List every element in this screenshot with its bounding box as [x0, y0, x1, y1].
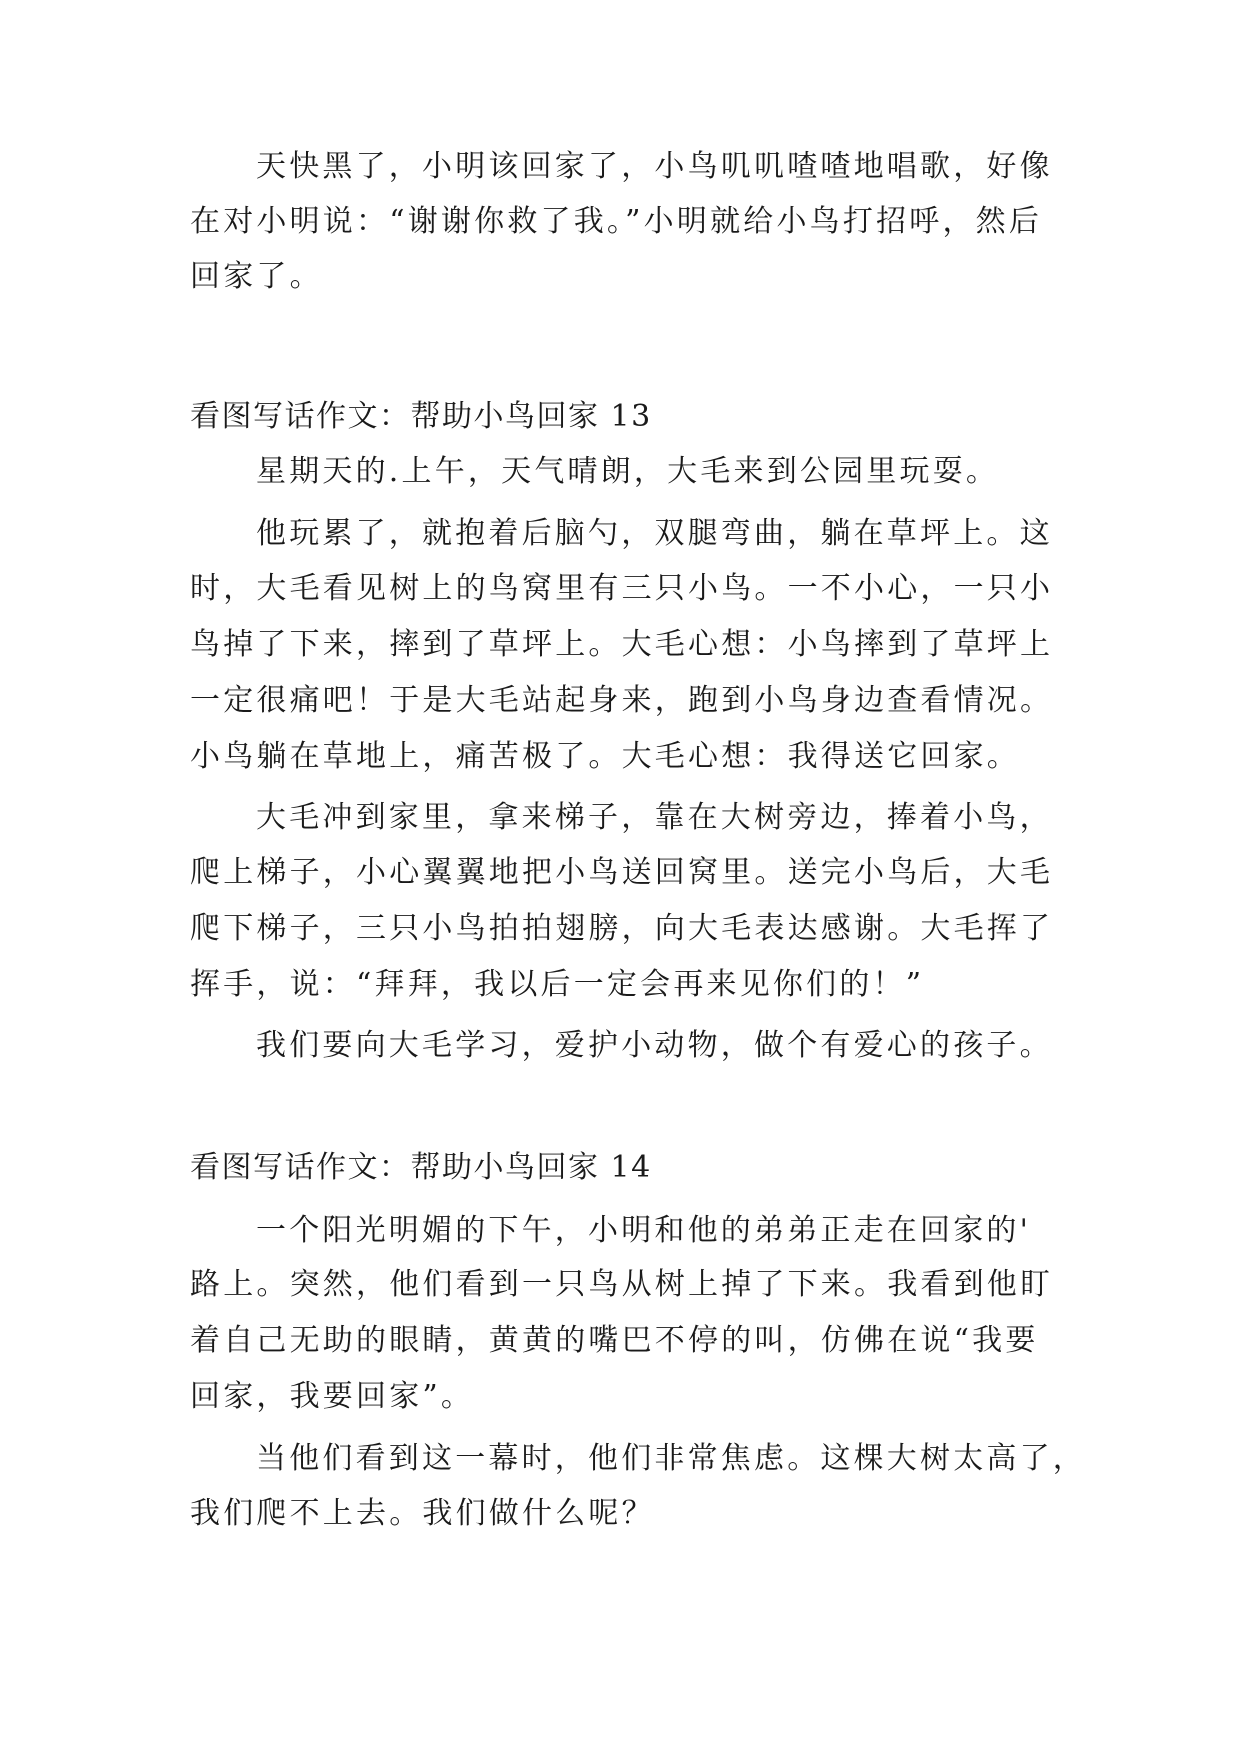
paragraph-line: 爬上梯子，小心翼翼地把小鸟送回窝里。送完小鸟后，大毛 — [190, 855, 1054, 890]
paragraph-line: 着自己无助的眼睛，黄黄的嘴巴不停的叫，仿佛在说“我要 — [190, 1323, 1039, 1358]
section-heading-14: 看图写话作文：帮助小鸟回家 14 — [190, 1150, 652, 1185]
paragraph-line: 爬下梯子，三只小鸟拍拍翅膀，向大毛表达感谢。大毛挥了 — [190, 911, 1054, 946]
paragraph-line: 在对小明说：“谢谢你救了我。”小明就给小鸟打招呼，然后 — [190, 204, 1043, 239]
paragraph-line: 一定很痛吧！于是大毛站起身来，跑到小鸟身边查看情况。 — [190, 683, 1054, 718]
paragraph-line: 鸟掉了下来，摔到了草坪上。大毛心想：小鸟摔到了草坪上 — [190, 627, 1054, 662]
paragraph-line: 天快黑了，小明该回家了，小鸟叽叽喳喳地唱歌，好像 — [256, 149, 1053, 184]
paragraph-line: 星期天的.上午，天气晴朗，大毛来到公园里玩耍。 — [256, 454, 1000, 489]
paragraph-line: 他玩累了，就抱着后脑勺，双腿弯曲，躺在草坪上。这 — [256, 516, 1053, 551]
paragraph-line: 一个阳光明媚的下午，小明和他的弟弟正走在回家的' — [256, 1213, 1032, 1248]
paragraph-line: 我们要向大毛学习，爱护小动物，做个有爱心的孩子。 — [256, 1028, 1053, 1063]
paragraph-line: 回家，我要回家”。 — [190, 1379, 475, 1414]
paragraph-line: 路上。突然，他们看到一只鸟从树上掉了下来。我看到他盯 — [190, 1267, 1054, 1302]
paragraph-line: 挥手，说：“拜拜，我以后一定会再来见你们的！” — [190, 967, 925, 1002]
paragraph-line: 回家了。 — [190, 259, 323, 294]
paragraph-line: 我们爬不上去。我们做什么呢？ — [190, 1496, 655, 1531]
paragraph-line: 当他们看到这一幕时，他们非常焦虑。这棵大树太高了， — [256, 1441, 1086, 1476]
section-heading-13: 看图写话作文：帮助小鸟回家 13 — [190, 399, 652, 434]
paragraph-line: 小鸟躺在草地上，痛苦极了。大毛心想：我得送它回家。 — [190, 739, 1020, 774]
paragraph-line: 时，大毛看见树上的鸟窝里有三只小鸟。一不小心，一只小 — [190, 571, 1054, 606]
paragraph-line: 大毛冲到家里，拿来梯子，靠在大树旁边，捧着小鸟， — [256, 800, 1053, 835]
